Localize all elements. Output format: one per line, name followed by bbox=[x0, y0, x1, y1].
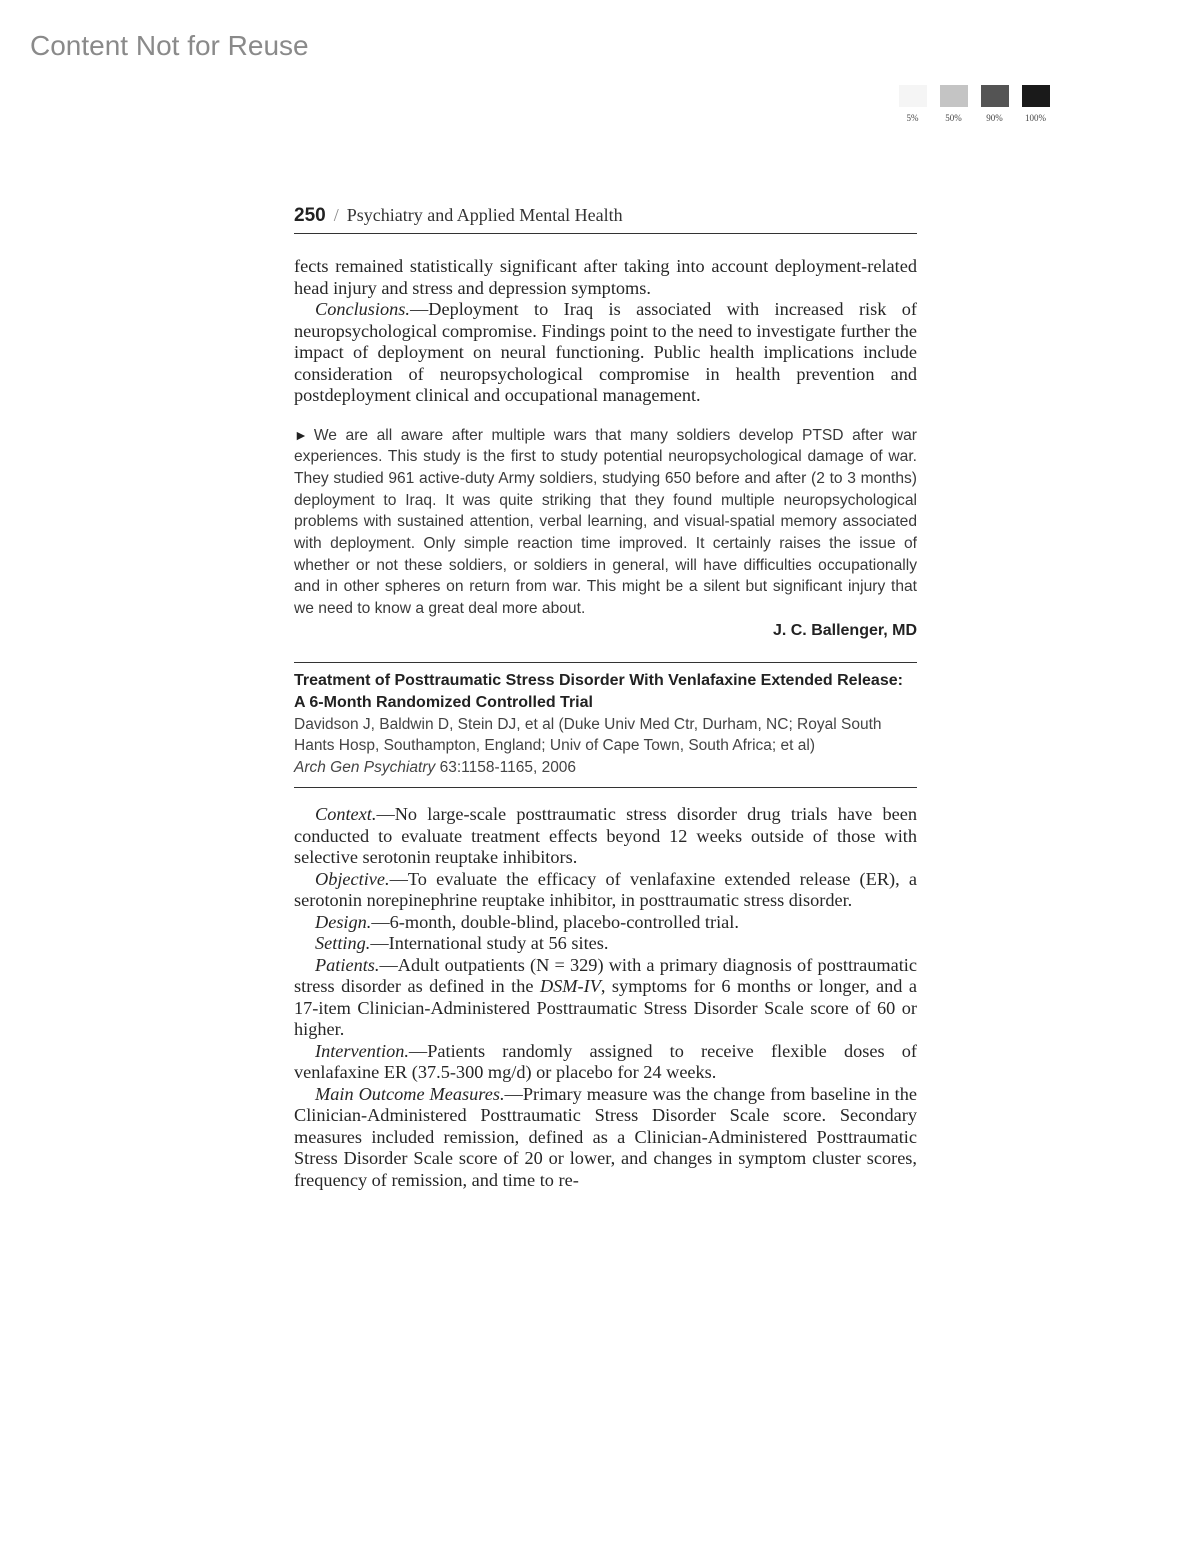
section-label: Intervention. bbox=[315, 1040, 409, 1061]
setting-paragraph bbox=[294, 933, 917, 955]
section-text: —Patients randomly assigned to receive flexible doses of venlafaxine ER (37.5-300 mg/d) or placebo for 24 weeks. bbox=[294, 1040, 917, 1083]
swatch-label: 50% bbox=[945, 113, 962, 123]
section-text: —Adult outpatients (N = 329) with a primary diagnosis of posttraumatic stress disorder as defined in the bbox=[294, 954, 917, 997]
patients-paragraph bbox=[294, 955, 917, 1041]
running-head bbox=[294, 205, 917, 234]
article-source bbox=[294, 757, 917, 779]
swatch-label: 5% bbox=[906, 113, 919, 123]
section-text: —Primary measure was the change from baseline in the Clinician-Administered Posttraumatic Stress Disorder Scale score. Secondary measures included remission, defined as a Clinician-Administered Posttraumatic Stress Disorder Scale score of 20 or lower, and changes in symptom cluster scores, frequency of remission, and time to re- bbox=[294, 1083, 917, 1190]
swatch-label: 100% bbox=[1025, 113, 1046, 123]
swatch-box bbox=[940, 85, 968, 107]
swatch-5 bbox=[898, 85, 927, 123]
dsm-reference: DSM-IV bbox=[539, 976, 601, 997]
conclusions-paragraph bbox=[294, 299, 917, 407]
swatch-50 bbox=[939, 85, 968, 123]
commentary-text: We are all aware after multiple wars that many soldiers develop PTSD after war experiences. This study is the first to study potential neuropsychological damage of war. They studied 961 active-duty Army soldiers, studying 650 before and after (2 to 3 months) deployment to Iraq. It was quite striking that they found multiple neuropsychological problems with sustained attention, verbal learning, and visual-spatial memory associated with deployment. Only simple reaction time improved. It certainly raises the issue of whether or not these soldiers, or soldiers in general, will have difficulties occupationally and in other spheres on return from war. This might be a silent but significant injury that we need to know a great deal more about. bbox=[294, 426, 917, 618]
source-journal: Arch Gen Psychiatry bbox=[294, 758, 436, 776]
swatch-box bbox=[1022, 85, 1050, 107]
section-label: Objective. bbox=[315, 868, 390, 889]
section-text: —No large-scale posttraumatic stress disorder drug trials have been conducted to evaluate treatment effects beyond 12 weeks outside of those with selective serotonin reuptake inhibitors. bbox=[294, 804, 917, 868]
watermark-text: Content Not for Reuse bbox=[30, 30, 309, 61]
section-label: Patients. bbox=[315, 954, 380, 975]
divider bbox=[294, 787, 917, 788]
section-text: —International study at 56 sites. bbox=[370, 933, 609, 954]
section-label: Conclusions. bbox=[315, 299, 410, 319]
section-label: Context. bbox=[315, 804, 377, 825]
article-title: Treatment of Posttraumatic Stress Disorder With Venlafaxine Extended Release: A 6-Month Randomized Controlled Trial bbox=[294, 671, 903, 711]
outcomes-paragraph bbox=[294, 1084, 917, 1192]
section-text: , symptoms for 6 months or longer, and a 17-item Clinician-Administered Posttraumatic Stress Disorder Scale score of 60 or higher. bbox=[294, 976, 917, 1040]
objective-paragraph bbox=[294, 869, 917, 912]
editor-commentary bbox=[294, 425, 917, 620]
section-label: Design. bbox=[315, 911, 372, 932]
context-paragraph bbox=[294, 804, 917, 869]
triangle-bullet-icon: ► bbox=[294, 426, 308, 443]
grayscale-swatches bbox=[898, 85, 1050, 123]
document-page bbox=[294, 205, 917, 1191]
intervention-paragraph bbox=[294, 1041, 917, 1084]
abstract-continued bbox=[294, 256, 917, 407]
journal-name: Psychiatry and Applied Mental Health bbox=[346, 205, 623, 225]
section-text: —6-month, double-blind, placebo-controlled trial. bbox=[371, 911, 739, 932]
commentary-signature: J. C. Ballenger, MD bbox=[772, 621, 917, 639]
swatch-100 bbox=[1021, 85, 1050, 123]
section-text: —Deployment to Iraq is associated with increased risk of neuropsychological compromise. Findings point to the need to investigate further the impact of deployment on neural functioning. Public health implications include consideration of neuropsychological compromise in health prevention and postdeployment clinical and occupational management. bbox=[294, 299, 917, 405]
article-citation bbox=[294, 663, 917, 788]
swatch-90 bbox=[980, 85, 1009, 123]
swatch-box bbox=[899, 85, 927, 107]
design-paragraph bbox=[294, 912, 917, 934]
header-separator: / bbox=[333, 205, 339, 225]
swatch-label: 90% bbox=[986, 113, 1003, 123]
section-text: —To evaluate the efficacy of venlafaxine extended release (ER), a serotonin norepinephrine reuptake inhibitor, in posttraumatic stress disorder. bbox=[294, 868, 917, 911]
continuation-paragraph: fects remained statistically significant after taking into account deployment-related head injury and stress and depression symptoms. bbox=[294, 256, 917, 298]
section-label: Main Outcome Measures. bbox=[315, 1083, 505, 1104]
source-details: 63:1158-1165, 2006 bbox=[435, 758, 577, 776]
article-authors: Davidson J, Baldwin D, Stein DJ, et al (Duke Univ Med Ctr, Durham, NC; Royal South Hants Hosp, Southampton, England; Univ of Cape Town, South Africa; et al) bbox=[294, 715, 882, 755]
page-number: 250 bbox=[294, 205, 326, 226]
section-label: Setting. bbox=[315, 933, 371, 954]
swatch-box bbox=[981, 85, 1009, 107]
abstract-body bbox=[294, 804, 917, 1191]
